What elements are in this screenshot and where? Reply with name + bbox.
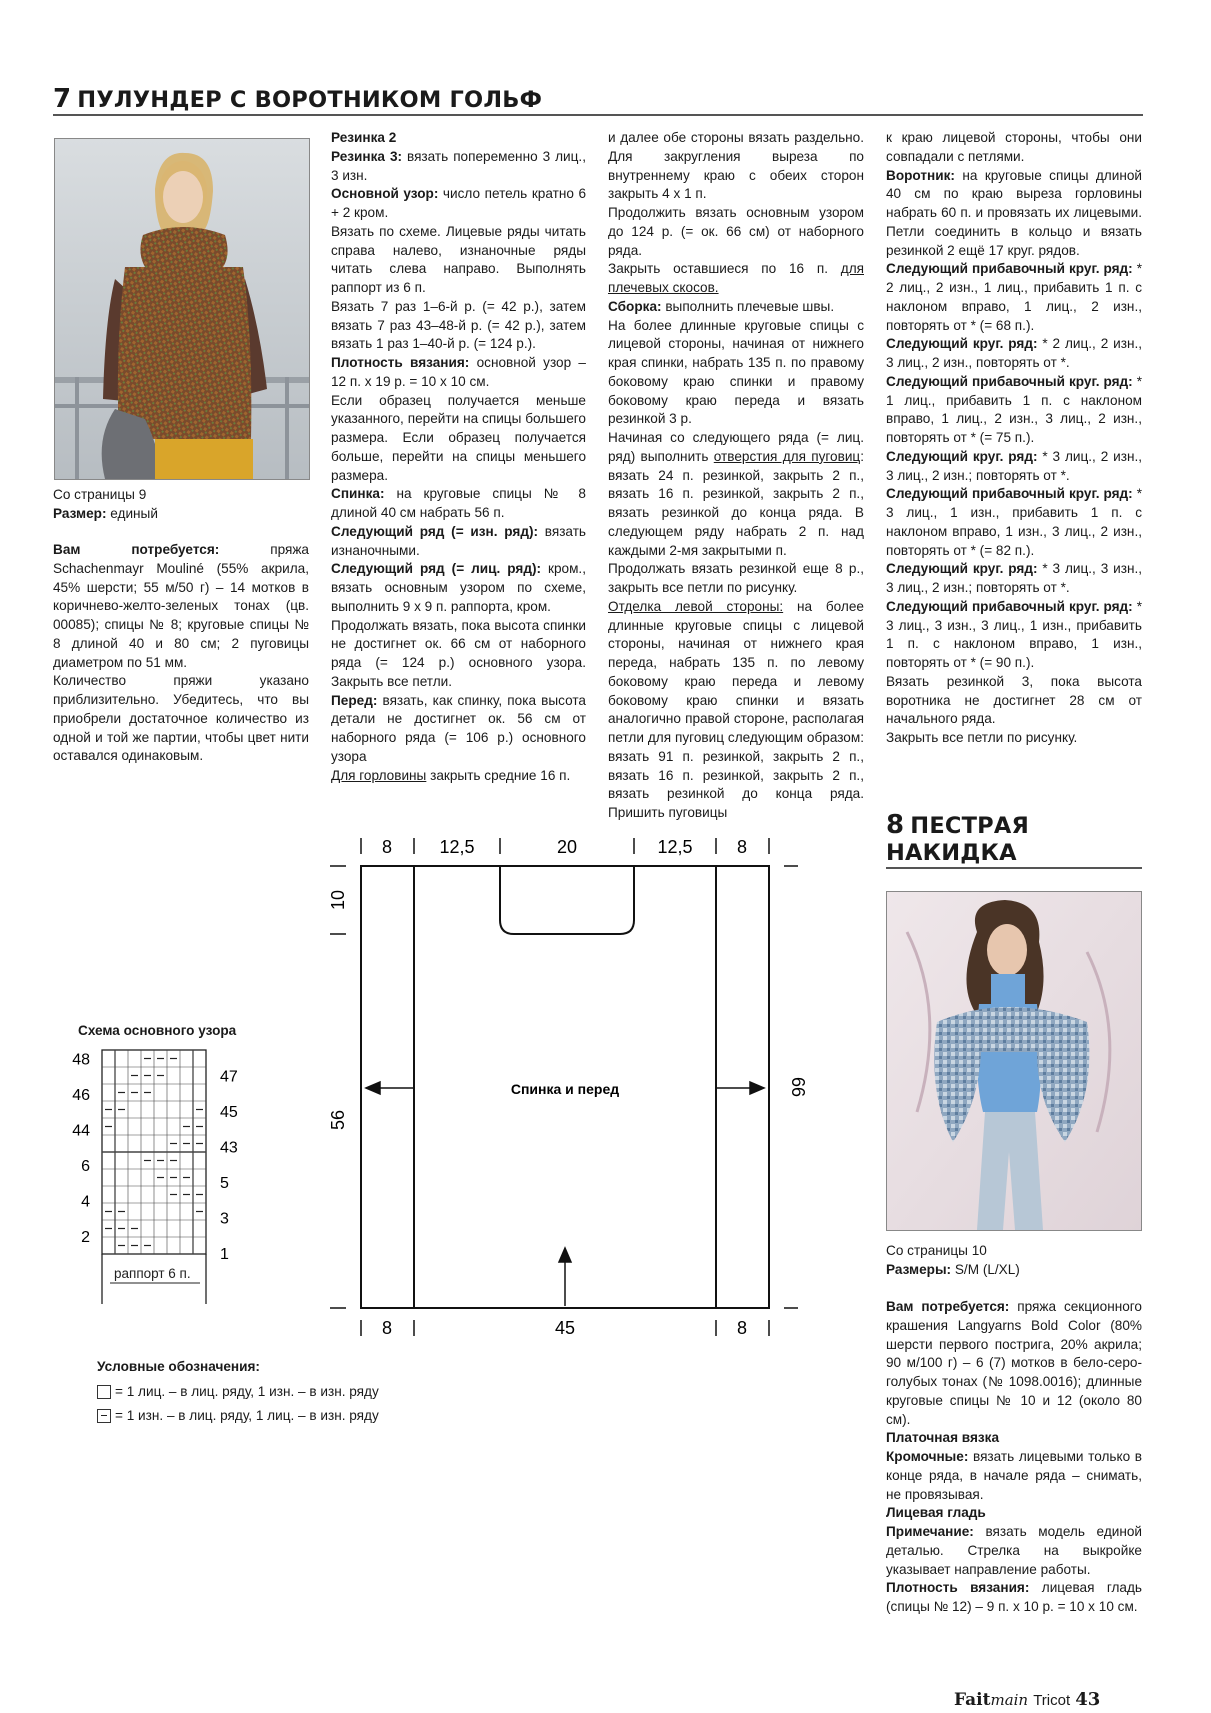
dim-bottom-2: 45 (554, 1318, 576, 1338)
underlined-term: Для горловины (331, 767, 427, 783)
article-8-number: 8 (886, 810, 905, 840)
dim-top-5: 8 (736, 837, 748, 857)
article-title-text: ПУЛУНДЕР С ВОРОТНИКОМ ГОЛЬФ (77, 87, 543, 113)
bold-term: Воротник: (886, 167, 955, 183)
article-8-rule (886, 867, 1142, 869)
paragraph: Следующий прибавочный круг. ряд: * 2 лиц., 2 изн., 1 лиц., прибавить 1 п. с наклоном вправо, 1 лиц., 2 изн., повторять от * (= 68 п.). (886, 261, 1142, 333)
bold-term: Резинка 2 (331, 130, 397, 145)
chart-left-labels (72, 1052, 90, 1247)
dim-right: 66 (788, 1076, 808, 1098)
paragraph: Плотность вязания: лицевая гладь (спицы № 12) – 9 п. х 10 р. = 10 х 10 см. (886, 1580, 1143, 1614)
bold-term: Вам потребуется: (886, 1299, 1010, 1314)
paragraph: Вязать резинкой 3, пока высота воротника не достигнет 28 см от начального ряда. (886, 673, 1142, 727)
heading-rule (53, 114, 1143, 116)
arrow-up-icon (559, 1248, 571, 1306)
legend-title: Условные обозначения: (97, 1359, 260, 1374)
article-7-column-3 (608, 129, 864, 823)
paragraph: Продолжить вязать основным узором до 124 р. (= ок. 66 см) от наборного ряда. (608, 205, 864, 258)
legend-dash-swatch (97, 1409, 111, 1423)
size-label: Размер: (53, 505, 107, 521)
legend-item-dash (97, 1408, 379, 1423)
paragraph: Сборка: выполнить плечевые швы. (608, 298, 835, 314)
dim-left-2: 56 (328, 1109, 348, 1131)
legend-blank-text: = 1 лиц. – в лиц. ряду, 1 изн. – в изн. ряду (115, 1384, 379, 1399)
underlined-term: для плечевых скосов. (608, 261, 864, 295)
brand-main: main (990, 1691, 1029, 1709)
dim-bottom-3: 8 (736, 1318, 748, 1338)
paragraph: Начиная со следующего ряда (= лиц. ряд) выполнить отверстия для пуговиц: вязать 24 п. резинкой, закрыть 2 п., вязать 16 п. резинкой, закрыть 2 п., вязать резинкой до конца ряда. В следующем ряду набрать 2 п. над каждыми 2-мя закрытыми п. (608, 430, 864, 558)
paragraph: Следующий прибавочный круг. ряд: * 1 лиц., прибавить 1 п. с наклоном вправо, 1 лиц., 2 изн., 3 лиц., 2 изн., повторять от * (= 75 п.). (886, 373, 1142, 445)
paragraph: Размеры: S/M (L/XL) (886, 1261, 1020, 1277)
row-label: 43 (220, 1139, 238, 1157)
repeat-label: раппорт 6 п. (114, 1266, 191, 1281)
paragraph: Следующий прибавочный круг. ряд: * 3 лиц., 3 изн., 3 лиц., 1 изн., прибавить 1 п. с наклоном вправо, 1 изн., повторять от * (= 90 п.). (886, 598, 1142, 670)
size-value: единый (106, 505, 158, 521)
schematic-center-label: Спинка и перед (510, 1081, 620, 1097)
dim-top-4: 12,5 (657, 837, 693, 857)
row-label: 1 (220, 1246, 229, 1263)
paragraph: Следующий круг. ряд: * 2 лиц., 2 изн., 3 лиц., 2 изн., повторять от *. (886, 336, 1143, 370)
dim-bottom-1: 8 (381, 1318, 393, 1338)
bold-term: Спинка: (331, 486, 385, 502)
paragraph: Примечание: вязать модель единой деталью. Стрелка на выкройке указывает направление работы. (886, 1524, 1142, 1577)
paragraph (886, 1429, 1142, 1448)
row-label: 5 (220, 1175, 229, 1192)
article-8-title-line1: ПЕСТРАЯ (910, 813, 1029, 839)
bold-term: Основной узор: (331, 186, 439, 202)
row-label: 45 (220, 1104, 238, 1121)
photo-pullover-illustration (55, 139, 309, 479)
row-label: 6 (81, 1158, 90, 1175)
photo-caption-7 (53, 486, 313, 524)
paragraph (331, 129, 586, 148)
article-8-title (886, 812, 1029, 867)
brand-fait: Fait (954, 1690, 991, 1710)
paragraph: Следующий ряд (= лиц. ряд): кром., вязать основным узором по схеме, выполнить 9 х 9 п. раппорта, кром. (331, 561, 586, 614)
page-number: 43 (1075, 1689, 1101, 1710)
dim-top-2: 12,5 (439, 837, 475, 857)
pattern-chart (60, 1042, 260, 1312)
bold-term: Следующий прибавочный круг. ряд: (886, 598, 1133, 614)
arrow-left-icon (366, 1082, 413, 1094)
article-7-column-2 (331, 129, 586, 785)
paragraph: Для горловины закрыть средние 16 п. (331, 767, 571, 783)
row-label: 46 (72, 1087, 90, 1104)
paragraph: Закрыть оставшиеся по 16 п. для плечевых скосов. (608, 261, 864, 295)
paragraph: На более длинные круговые спицы с лицевой стороны, начиная от нижнего края спинки, набрать 135 п. по правому боковому краю спинки и правому боковому краю переда и вязать резинкой 3 р. (608, 317, 864, 427)
bold-term: Размеры: (886, 1261, 952, 1277)
chart-right-labels (220, 1069, 238, 1264)
legend-blank-swatch (97, 1385, 111, 1399)
paragraph: Если образец получается меньше указанного, перейти на спицы большего размера. Если образец получается больше, перейти на спицы меньшего размера. (331, 392, 586, 483)
size-line (53, 505, 313, 524)
paragraph (886, 1504, 1142, 1523)
paragraph: Следующий прибавочный круг. ряд: * 3 лиц., 1 изн., прибавить 1 п. с наклоном вправо, 1 изн., 3 лиц., 2 изн., повторять от * (= 82 п.). (886, 486, 1142, 558)
bold-term: Плотность вязания: (331, 355, 470, 370)
bold-term: Платочная вязка (886, 1430, 1000, 1446)
underlined-term: отверстия для пуговиц (713, 448, 861, 464)
paragraph: Плотность вязания: основной узор – 12 п. х 19 р. = 10 х 10 см. (331, 355, 586, 389)
arrow-right-icon (716, 1082, 764, 1094)
row-label: 2 (81, 1229, 90, 1246)
paragraph: Кромочные: вязать лицевыми только в конце ряда, в начале ряда – снимать, не провязывая. (886, 1449, 1142, 1502)
underlined-term: Отделка левой стороны: (608, 598, 784, 614)
page-footer (954, 1689, 1100, 1710)
paragraph: Вязать 7 раз 1–6-й р. (= 42 р.), затем вязать 7 раз 43–48-й р. (= 42 р.), затем вязать 1 раз 1–40-й р. (= 124 р.). (331, 298, 586, 352)
paragraph: Вам потребуется: пряжа Schachenmayr Mouliné (55% акрила, 45% шерсти; 55 м/50 г) – 14 мотков в коричнево-желто-зеленых тонах (цв. 00085); спицы № 8; круговые спицы № 8 длиной 40 и 80 см; 2 пуговицы диаметром по 51 мм. (53, 542, 309, 670)
paragraph: Следующий круг. ряд: * 3 лиц., 3 изн., 3 лиц., 2 изн.; повторять от *. (886, 561, 1143, 595)
paragraph: Количество пряжи указано приблизительно. Убедитесь, что вы приобрели достаточное количество из одной и той же партии, чтобы цвет нити оставался одинаковым. (53, 673, 309, 764)
bold-term: Следующий круг. ряд: (886, 336, 1038, 352)
bold-term: Следующий ряд (= лиц. ряд): (331, 561, 542, 577)
bold-term: Лицевая гладь (886, 1505, 986, 1521)
garment-schematic (320, 820, 808, 1350)
article-8-text (886, 1298, 1142, 1617)
article-7-column-4 (886, 129, 1142, 748)
bold-term: Перед: (331, 692, 378, 708)
paragraph: Резинка 3: вязать попеременно 3 лиц., 3 изн. (331, 148, 586, 183)
bold-term: Следующий ряд (= изн. ряд): (331, 523, 539, 539)
article-7-column-1 (53, 541, 309, 766)
legend-dash-text: = 1 изн. – в лиц. ряду, 1 лиц. – в изн. ряду (115, 1408, 379, 1423)
bold-term: Кромочные: (886, 1449, 969, 1464)
row-label: 47 (220, 1068, 238, 1086)
paragraph: Продолжать вязать резинкой еще 8 р., закрыть все петли по рисунку. (608, 561, 864, 595)
paragraph: Воротник: на круговые спицы длиной 40 см по краю выреза горловины набрать 60 п. и провязать их лицевыми. Петли соединить в кольцо и вязать резинкой 2 ещё 17 круг. рядов. (886, 167, 1142, 258)
legend-item-blank (97, 1384, 379, 1399)
chart-grid (102, 1050, 206, 1254)
from-page-text: Со страницы 9 (53, 487, 147, 502)
paragraph: Вам потребуется: пряжа секционного крашения Langyarns Bold Color (80% шерсти первого постригa, 20% акрила; 90 м/100 г) – 6 (7) мотков в бело-серо-голубых тонах (№ 1098.0016); длинные круговые спицы № 10 и 12 (около 80 см). (886, 1299, 1142, 1427)
bold-term: Следующий прибавочный круг. ряд: (886, 261, 1133, 277)
photo-wrap (886, 891, 1142, 1231)
paragraph: Следующий ряд (= изн. ряд): вязать изнаночными. (331, 523, 587, 558)
paragraph: Следующий круг. ряд: * 3 лиц., 2 изн., 3 лиц., 2 изн.; повторять от *. (886, 448, 1143, 483)
bold-term: Следующий прибавочный круг. ряд: (886, 486, 1133, 502)
photo-wrap-illustration (887, 892, 1141, 1230)
pattern-chart-title: Схема основного узора (78, 1023, 237, 1038)
bold-term: Плотность вязания: (886, 1580, 1030, 1596)
paragraph: Вязать по схеме. Лицевые ряды читать справа налево, изнаночные ряды читать слева направо. Выполнять раппорт из 6 п. (331, 223, 586, 295)
paragraph: Продолжать вязать, пока высота спинки не достигнет ок. 66 см от наборного ряда (= 124 р.) основного узора. Закрыть все петли. (331, 617, 586, 689)
dim-top-1: 8 (381, 837, 393, 857)
row-label: 3 (220, 1210, 229, 1228)
article-8-title-line2: НАКИДКА (886, 840, 1017, 866)
photo-pullover (54, 138, 310, 480)
paragraph: Отделка левой стороны: на более длинные круговые спицы с лицевой стороны, начиная от нижнего края переда, набрать 135 п. по левому боковому краю переда и левому боковому краю спинки и вязать аналогично правой стороне, располагая петли для пуговиц следующим образом: вязать 91 п. резинкой, закрыть 2 п., вязать 16 п. резинкой, закрыть 2 п., вязать резинкой до конца ряда. Пришить пуговицы (608, 598, 864, 820)
row-label: 48 (72, 1051, 90, 1069)
row-label: 4 (81, 1193, 90, 1211)
article-8-caption (886, 1242, 1142, 1280)
paragraph: Основной узор: число петель кратно 6 + 2 кром. (331, 186, 587, 220)
article-number: 7 (53, 84, 72, 114)
paragraph: и далее обе стороны вязать раздельно. Для закругления выреза по внутреннему краю с обеих сторон закрыть 4 х 1 п. (608, 130, 864, 202)
bold-term: Следующий круг. ряд: (886, 561, 1038, 577)
bold-term: Вам потребуется: (53, 542, 220, 557)
bold-term: Сборка: (608, 298, 662, 314)
bold-term: Следующий прибавочный круг. ряд: (886, 373, 1133, 389)
row-label: 44 (72, 1122, 90, 1140)
paragraph: к краю лицевой стороны, чтобы они совпадали с петлями. (886, 130, 1142, 164)
article-7-title (53, 84, 542, 114)
dim-left-1: 10 (328, 889, 348, 911)
dim-top-3: 20 (556, 837, 578, 857)
bold-term: Примечание: (886, 1524, 974, 1539)
paragraph: Со страницы 10 (886, 1243, 987, 1258)
bold-term: Резинка 3: (331, 148, 403, 164)
paragraph: Перед: вязать, как спинку, пока высота детали не достигнет ок. 56 см от наборного ряда (= 106 р.) основного узора (331, 692, 586, 764)
brand-tricot: Tricot (1033, 1692, 1071, 1709)
paragraph: Закрыть все петли по рисунку. (886, 730, 1078, 745)
bold-term: Следующий круг. ряд: (886, 448, 1038, 464)
paragraph: Спинка: на круговые спицы № 8 длиной 40 см набрать 56 п. (331, 486, 586, 520)
